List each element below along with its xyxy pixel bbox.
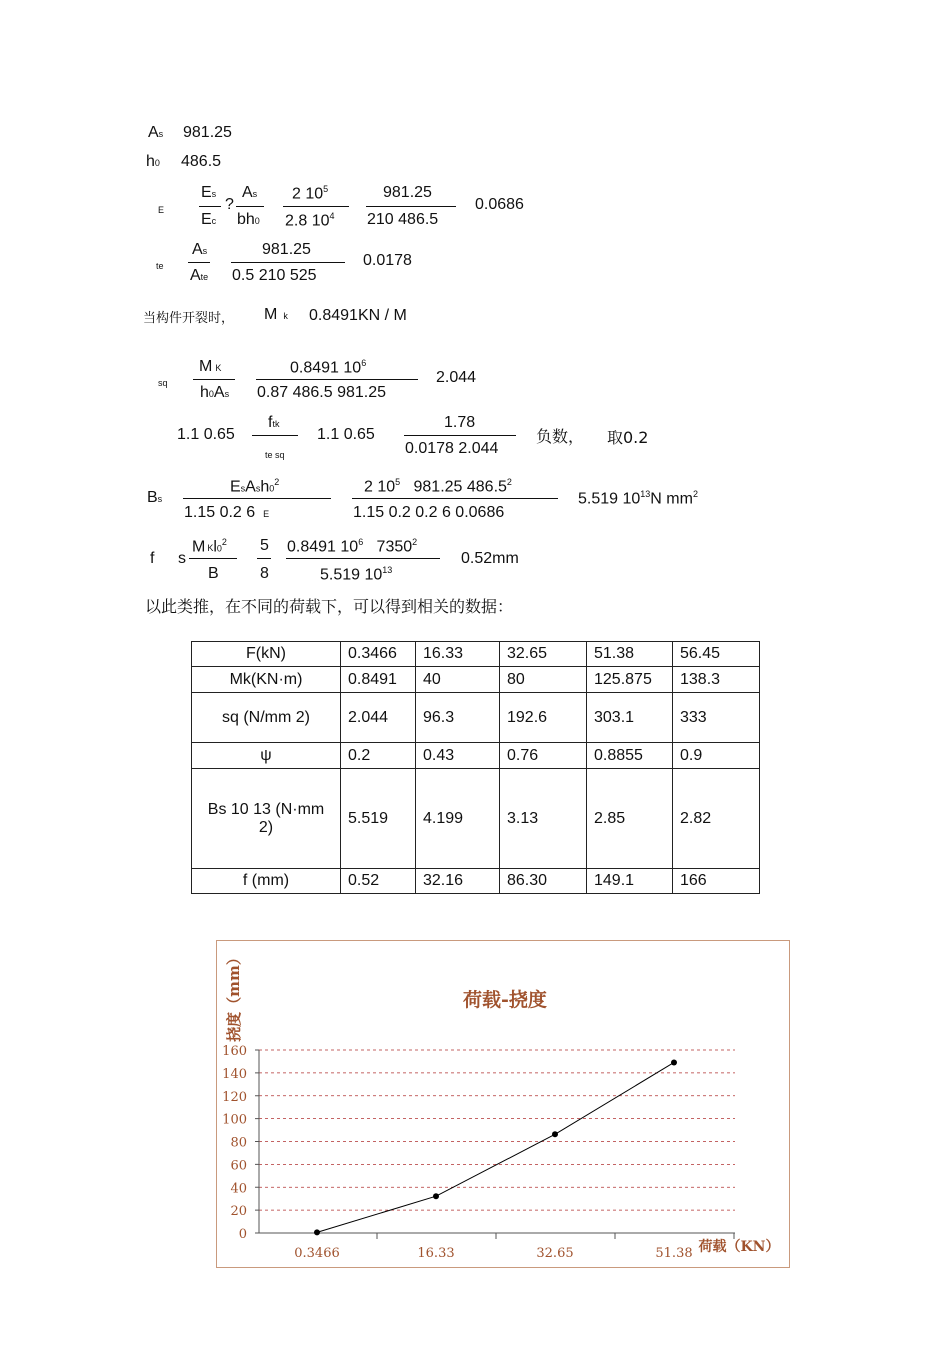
table-cell: 149.1 xyxy=(587,869,673,894)
f-s: s xyxy=(178,550,186,567)
table-cell: 80 xyxy=(500,667,587,693)
table-row xyxy=(192,869,760,894)
sig-den2: 0.87 486.5 981.25 xyxy=(257,384,387,401)
table-cell: 56.45 xyxy=(673,642,760,667)
ae-num2: As xyxy=(242,184,258,201)
ae-question: ? xyxy=(225,196,234,213)
row-header: F(kN) xyxy=(192,642,341,667)
sig-num2: 0.8491 $10^6$ xyxy=(290,358,367,377)
series-layer xyxy=(314,1059,677,1235)
table-cell: 0.9 xyxy=(673,743,760,769)
row-header: Bs 10 13 (N·mm 2) xyxy=(192,769,341,869)
row-header: Mk(KN·m) xyxy=(192,667,341,693)
f-num1: M $Kl0^2$ xyxy=(192,537,227,556)
f-den2: 8 xyxy=(260,565,269,582)
as-symbol: As xyxy=(148,124,164,141)
psi-a: 1.1 0.65 xyxy=(177,426,235,443)
conclusion-text: 以此类推，在不同的荷载下，可以得到相关的数据： xyxy=(145,597,514,616)
psi-num2: 1.78 xyxy=(444,414,476,431)
rho-result: 0.0178 xyxy=(363,252,412,269)
data-point xyxy=(314,1229,320,1235)
table-cell: 0.52 xyxy=(341,869,416,894)
sigma-sub: sq xyxy=(158,378,168,388)
table-cell: 2.044 xyxy=(341,693,416,743)
as-value: 981.25 xyxy=(183,124,232,141)
ae-num4: 981.25 xyxy=(383,184,432,201)
y-tick-label: 160 xyxy=(222,1044,247,1059)
table-row xyxy=(192,642,760,667)
y-tick-label: 40 xyxy=(230,1181,247,1197)
results-table xyxy=(191,641,760,894)
psi-take: 取0.2 xyxy=(607,428,649,447)
sig-num1: M K xyxy=(199,358,222,375)
load-deflection-chart xyxy=(216,940,790,1268)
f-result: 0.52mm xyxy=(461,550,519,567)
data-point xyxy=(433,1193,439,1199)
ae-den1: Ec xyxy=(201,211,217,228)
series-line xyxy=(317,1062,674,1232)
crack-text: 当构件开裂时， xyxy=(143,311,235,326)
table-cell: 2.85 xyxy=(587,769,673,869)
y-tick-label: 60 xyxy=(230,1158,247,1174)
bs-num2: 2 $10^5$ 981.25 486.5$^2$ xyxy=(364,477,512,496)
psi-den: te sq xyxy=(265,450,285,460)
table-cell: 3.13 xyxy=(500,769,587,869)
table-row xyxy=(192,693,760,743)
x-tick-label: 51.38 xyxy=(655,1246,693,1261)
ae-den3: 2.8 $10^4$ xyxy=(285,211,335,230)
bs-result: 5.519 $10^{13}N$ $mm^2$ xyxy=(578,489,698,508)
y-tick-label: 120 xyxy=(222,1089,247,1105)
table-cell: 32.16 xyxy=(416,869,500,894)
table-cell: 0.2 xyxy=(341,743,416,769)
table-cell: 16.33 xyxy=(416,642,500,667)
f-symbol: f xyxy=(150,550,155,567)
bs-den2: 1.15 0.2 0.2 6 0.0686 xyxy=(353,504,505,521)
bs-symbol: Bs xyxy=(147,489,163,506)
chart-svg xyxy=(217,941,789,1267)
psi-negative: 负数， xyxy=(536,427,585,446)
rho-den2: 0.5 210 525 xyxy=(232,267,317,284)
rho-num1: As xyxy=(192,241,208,258)
table-cell: 5.519 xyxy=(341,769,416,869)
sig-result: 2.044 xyxy=(436,369,477,386)
grid-layer xyxy=(259,1050,735,1210)
f-den1: B xyxy=(208,565,219,582)
row-header: sq (N/mm 2) xyxy=(192,693,341,743)
f-num2: 5 xyxy=(260,537,269,554)
x-tick-label: 32.65 xyxy=(536,1246,574,1261)
chart-title: 荷载-挠度 xyxy=(463,989,547,1011)
ae-num3: 2 $10^5$ xyxy=(292,184,329,203)
bs-num1: $EsAsh0^2$ xyxy=(230,477,280,496)
table-cell: 125.875 xyxy=(587,667,673,693)
mk-value: 0.8491KN / M xyxy=(309,307,407,324)
y-tick-label: 0 xyxy=(238,1227,247,1242)
table-cell: 303.1 xyxy=(587,693,673,743)
ae-den4: 210 486.5 xyxy=(367,211,439,228)
y-tick-label: 140 xyxy=(222,1066,247,1082)
psi-num: ftk xyxy=(268,414,280,431)
table-cell: 96.3 xyxy=(416,693,500,743)
h0-symbol: h0 xyxy=(146,153,160,170)
x-axis-label: 荷载（KN） xyxy=(698,1239,780,1255)
ae-result: 0.0686 xyxy=(475,196,524,213)
rho-den1: Ate xyxy=(190,267,209,284)
rho-sub: te xyxy=(156,261,164,271)
table-cell: 4.199 xyxy=(416,769,500,869)
table-cell: 51.38 xyxy=(587,642,673,667)
table-row xyxy=(192,743,760,769)
y-tick-label: 80 xyxy=(230,1135,247,1151)
table-row xyxy=(192,769,760,869)
psi-den2: 0.0178 2.044 xyxy=(405,440,499,457)
table-cell: 32.65 xyxy=(500,642,587,667)
psi-b: 1.1 0.65 xyxy=(317,426,375,443)
h0-value: 486.5 xyxy=(181,153,222,170)
table-cell: 0.3466 xyxy=(341,642,416,667)
y-axis-label: 挠度（mm） xyxy=(225,950,243,1042)
table-cell: 138.3 xyxy=(673,667,760,693)
mk-symbol: Mk xyxy=(264,306,288,323)
table-cell: 0.8491 xyxy=(341,667,416,693)
sig-den1: h0As xyxy=(200,384,230,401)
table-cell: 0.43 xyxy=(416,743,500,769)
table-cell: 166 xyxy=(673,869,760,894)
ae-den2: bh0 xyxy=(237,211,260,228)
data-point xyxy=(671,1059,677,1065)
data-point xyxy=(552,1131,558,1137)
x-tick-label: 0.3466 xyxy=(294,1246,340,1261)
y-tick-label: 20 xyxy=(230,1204,247,1220)
f-den3: 5.519 $10^{13}$ xyxy=(320,565,393,584)
table-cell: 2.82 xyxy=(673,769,760,869)
row-header: ψ xyxy=(192,743,341,769)
f-num3: 0.8491 $10^6$ 7350$^2$ xyxy=(287,537,418,556)
table-cell: 40 xyxy=(416,667,500,693)
row-header: f (mm) xyxy=(192,869,341,894)
table-cell: 0.76 xyxy=(500,743,587,769)
table-cell: 86.30 xyxy=(500,869,587,894)
table-cell: 192.6 xyxy=(500,693,587,743)
table-cell: 333 xyxy=(673,693,760,743)
ae-num1: Es xyxy=(201,184,217,201)
rho-num2: 981.25 xyxy=(262,241,311,258)
alpha-e-sub: E xyxy=(158,205,165,215)
y-tick-label: 100 xyxy=(222,1112,247,1128)
table-cell: 0.8855 xyxy=(587,743,673,769)
x-tick-label: 16.33 xyxy=(417,1246,455,1261)
table-row xyxy=(192,667,760,693)
axis-layer xyxy=(222,1044,735,1261)
bs-den1: 1.15 0.2 6 E xyxy=(184,504,270,521)
